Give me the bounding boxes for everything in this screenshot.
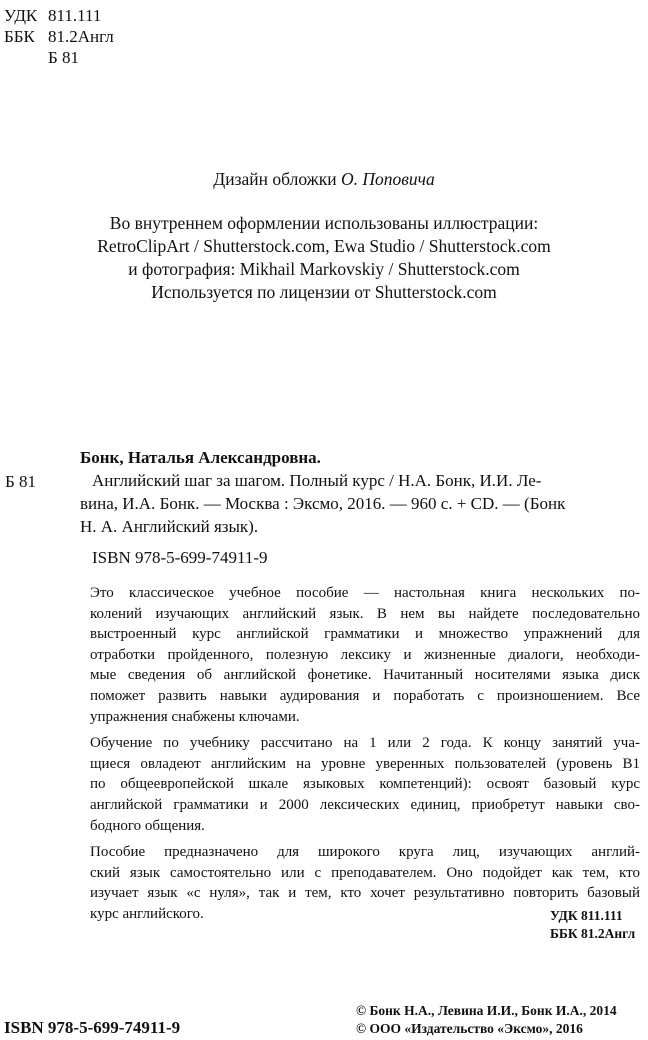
annotation-line: Обучение по учебнику рассчитано на 1 или 2 года. К концу занятий уча-: [90, 735, 640, 752]
copyright-publisher: © ООО «Издательство «Эксмо», 2016: [356, 1021, 583, 1036]
annotation-line: выстроенный курс английской грамматики и множество упражнений для: [90, 626, 640, 643]
author-mark-top: [48, 47, 79, 68]
annotation-line: мые сведения об английской фонетике. Начитанный носителями языка диск: [90, 667, 640, 684]
annotation-line: поможет развить навыки аудирования и поработать с произношением. Все: [90, 687, 640, 704]
cover-design-label: Дизайн обложки: [213, 169, 337, 189]
annotation-line: колений изучающих английский язык. В нем вы найдете последовательно: [90, 605, 640, 622]
annotation-line: английской грамматики и 2000 лексических единиц, приобретут навыки сво-: [90, 796, 640, 813]
annotation-paragraph: [80, 733, 640, 836]
bibliographic-author-mark: Б 81: [5, 472, 37, 491]
annotation-line: отработки пройденного, полезную лексику и жизненные диалоги, необходи-: [90, 646, 640, 663]
annotation-line: щиеся овладеют английским на уровне уверенных пользователей (уровень B1: [90, 755, 640, 772]
annotation: [80, 583, 640, 931]
bibliographic-author: Бонк, Наталья Александровна.: [80, 448, 321, 467]
cover-design-credit: [0, 168, 648, 191]
illustrations-credit-line-1: Во внутреннем оформлении использованы иллюстрации:: [109, 213, 539, 233]
udk-value: 811.111: [48, 6, 102, 25]
bibliographic-description-line: Английский шаг за шагом. Полный курс / Н.А. Бонк, И.И. Ле-: [92, 471, 542, 490]
annotation-line: курс английского.: [90, 905, 204, 922]
illustrations-credit-line-3: и фотография: Mikhail Markovskiy / Shutterstock.com: [128, 259, 520, 279]
udk-bottom: УДК 811.111: [550, 908, 623, 923]
annotation-paragraph: [80, 583, 640, 727]
cover-designer-name: О. Поповича: [340, 169, 435, 189]
udk-top-row: [4, 5, 101, 26]
annotation-line: упражнения снабжены ключами.: [90, 708, 300, 725]
bibliographic-isbn: ISBN 978-5-699-74911-9: [92, 548, 268, 567]
copyright-authors: © Бонк Н.А., Левина И.И., Бонк И.А., 2014: [356, 1003, 617, 1018]
bibliographic-description-line: Н. А. Английский язык).: [80, 517, 259, 536]
footer-isbn: ISBN 978-5-699-74911-9: [4, 1018, 181, 1037]
annotation-line: изучает язык «с нуля», так и тем, кто хочет результативно повторить базовый: [90, 885, 640, 902]
bbk-top-row: [4, 26, 114, 47]
annotation-line: Пособие предназначено для широкого круга лиц, изучающих англий-: [90, 844, 640, 861]
annotation-line: по общеевропейской шкале языковых компетенций): освоят базовый курс: [90, 776, 640, 793]
illustrations-credit-line-4: Используется по лицензии от Shutterstock.com: [151, 282, 497, 302]
bibliographic-description-line: вина, И.А. Бонк. — Москва : Эксмо, 2016. — 960 с. + CD. — (Бонк: [80, 494, 566, 513]
illustrations-credit-line-2: RetroClipArt / Shutterstock.com, Ewa Studio / Shutterstock.com: [97, 236, 551, 256]
annotation-line: ский язык самостоятельно или с преподавателем. Оно подойдет как тем, кто: [90, 864, 640, 881]
bbk-label: ББК: [4, 27, 35, 46]
annotation-line: Это классическое учебное пособие — настольная книга нескольких по-: [90, 585, 640, 601]
annotation-line: бодного общения.: [90, 817, 205, 834]
udk-label: УДК: [4, 6, 38, 25]
bbk-value: 81.2Англ: [48, 27, 114, 46]
author-mark-value: Б 81: [48, 48, 80, 67]
bibliographic-description: [80, 469, 640, 538]
bbk-bottom: ББК 81.2Англ: [550, 926, 636, 941]
